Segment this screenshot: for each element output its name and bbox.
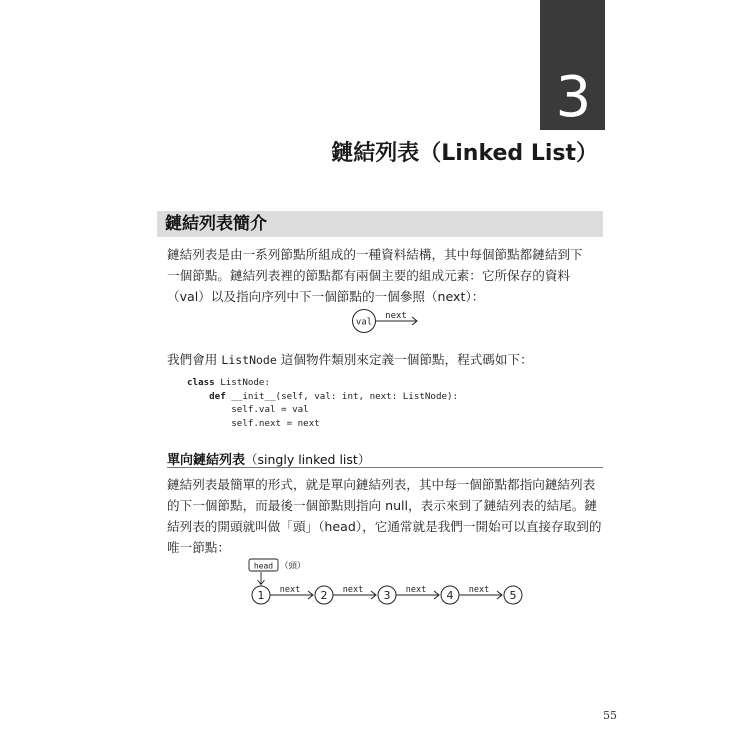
list-node-label: 2 bbox=[320, 589, 328, 602]
code-keyword: def bbox=[209, 390, 226, 402]
linked-list-diagram bbox=[244, 556, 534, 612]
code-block bbox=[187, 376, 458, 430]
singly-paragraph bbox=[167, 474, 603, 558]
head-label: head bbox=[253, 561, 274, 571]
list-node-label: 1 bbox=[257, 589, 265, 602]
next-arrow-label: next bbox=[385, 311, 407, 321]
head-note: （頭） bbox=[280, 561, 306, 572]
code-keyword: class bbox=[187, 377, 215, 388]
page-number: 55 bbox=[603, 709, 617, 722]
node-diagram bbox=[350, 308, 430, 334]
singly-line: 的下一個節點，而最後一個節點則指向 null，表示來到了鏈結列表的結尾。鏈 bbox=[167, 498, 597, 513]
intro-line: （val）以及指向序列中下一個節點的一個參照（next）： bbox=[167, 289, 485, 304]
code-text: self.val = val bbox=[231, 404, 309, 415]
section-title: 鏈結列表簡介 bbox=[165, 214, 267, 234]
class-intro-paragraph bbox=[167, 349, 603, 371]
node-val-label: val bbox=[355, 317, 373, 328]
list-arrow-label: next bbox=[405, 585, 427, 595]
list-arrow-label: next bbox=[468, 585, 490, 595]
chapter-number: 3 bbox=[555, 65, 590, 130]
list-node-label: 3 bbox=[383, 589, 391, 602]
list-arrow-label: next bbox=[279, 585, 301, 595]
intro-line: 一個節點。鏈結列表裡的節點都有兩個主要的組成元素：它所保存的資料 bbox=[167, 268, 570, 283]
list-arrow-label: next bbox=[342, 585, 364, 595]
subsection-title-zh: 單向鏈結列表 bbox=[167, 453, 246, 468]
subsection-title-en: （singly linked list） bbox=[245, 452, 371, 467]
class-name-code: ListNode bbox=[221, 353, 277, 367]
list-node-label: 5 bbox=[509, 589, 517, 602]
subsection-title bbox=[167, 449, 370, 468]
intro-line: 鏈結列表是由一系列節點所組成的一種資料結構，其中每個節點都鏈結到下 bbox=[167, 247, 583, 262]
code-text: __init__(self, val: int, next: ListNode): bbox=[225, 390, 459, 402]
class-intro-suffix: 這個物件類別來定義一個節點，程式碼如下： bbox=[276, 352, 533, 367]
intro-paragraph bbox=[167, 244, 603, 307]
code-text: ListNode: bbox=[214, 377, 270, 388]
class-intro-prefix: 我們會用 bbox=[167, 352, 222, 367]
code-text: self.next = next bbox=[231, 417, 320, 429]
singly-line: 唯一節點： bbox=[167, 540, 230, 555]
singly-line: 鏈結列表最簡單的形式，就是單向鏈結列表，其中每一個節點都指向鏈結列表 bbox=[167, 477, 596, 492]
chapter-number-block bbox=[540, 0, 605, 130]
singly-line: 結列表的開頭就叫做「頭」（head），它通常就是我們一開始可以直接存取到的 bbox=[167, 519, 602, 534]
chapter-title: 鏈結列表（Linked List） bbox=[331, 141, 598, 166]
subsection-divider bbox=[167, 467, 603, 468]
list-node-label: 4 bbox=[446, 589, 454, 602]
